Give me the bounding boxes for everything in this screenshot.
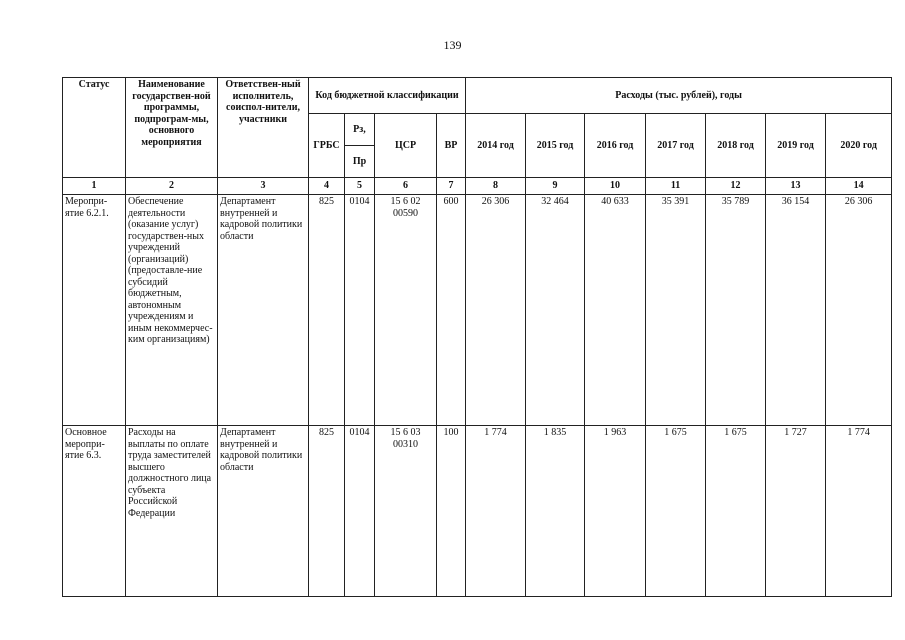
row-name: Обеспечение деятельности (оказание услуг) государствен-ных учреждений (организаций) (предоставле-ние субсидий бюджетным, автономным учреждениям и иным некоммерчес-ким организациям) bbox=[126, 195, 218, 426]
column-number: 7 bbox=[437, 178, 466, 195]
header-executor: Ответствен-ный исполнитель, соиспол-нители, участники bbox=[218, 78, 309, 178]
header-year-2015: 2015 год bbox=[526, 114, 585, 178]
header-vr: ВР bbox=[437, 114, 466, 178]
header-expenses: Расходы (тыс. рублей), годы bbox=[466, 78, 892, 114]
column-number: 8 bbox=[466, 178, 526, 195]
header-year-2019: 2019 год bbox=[766, 114, 826, 178]
column-number-row bbox=[63, 178, 892, 195]
row-value-2014: 26 306 bbox=[466, 195, 526, 426]
column-number: 5 bbox=[345, 178, 375, 195]
row-value-2014: 1 774 bbox=[466, 426, 526, 597]
row-grbs: 825 bbox=[309, 195, 345, 426]
row-value-2020: 1 774 bbox=[826, 426, 892, 597]
header-grbs: ГРБС bbox=[309, 114, 345, 178]
table-row bbox=[63, 195, 892, 426]
header-name: Наименование государствен-ной программы, подпрограм-мы, основного мероприятия bbox=[126, 78, 218, 178]
row-value-2015: 1 835 bbox=[526, 426, 585, 597]
row-value-2017: 1 675 bbox=[646, 426, 706, 597]
row-value-2020: 26 306 bbox=[826, 195, 892, 426]
header-year-2020: 2020 год bbox=[826, 114, 892, 178]
row-value-2016: 40 633 bbox=[585, 195, 646, 426]
column-number: 9 bbox=[526, 178, 585, 195]
row-value-2017: 35 391 bbox=[646, 195, 706, 426]
row-vr: 600 bbox=[437, 195, 466, 426]
row-name: Расходы на выплаты по оплате труда заместителей высшего должностного лица субъекта Российской Федерации bbox=[126, 426, 218, 597]
row-value-2018: 35 789 bbox=[706, 195, 766, 426]
column-number: 6 bbox=[375, 178, 437, 195]
header-budget-code: Код бюджетной классификации bbox=[309, 78, 466, 114]
row-value-2019: 1 727 bbox=[766, 426, 826, 597]
header-year-2017: 2017 год bbox=[646, 114, 706, 178]
header-csr: ЦСР bbox=[375, 114, 437, 178]
row-executor: Департамент внутренней и кадровой политики области bbox=[218, 426, 309, 597]
column-number: 4 bbox=[309, 178, 345, 195]
column-number: 3 bbox=[218, 178, 309, 195]
row-value-2019: 36 154 bbox=[766, 195, 826, 426]
row-rzpr: 0104 bbox=[345, 426, 375, 597]
header-year-2018: 2018 год bbox=[706, 114, 766, 178]
row-status: Основное меропри-ятие 6.3. bbox=[63, 426, 126, 597]
column-number: 10 bbox=[585, 178, 646, 195]
row-grbs: 825 bbox=[309, 426, 345, 597]
budget-table bbox=[62, 77, 892, 597]
table-row bbox=[63, 426, 892, 597]
header-pr: Пр bbox=[345, 146, 375, 178]
header-row-top bbox=[63, 78, 892, 114]
row-value-2015: 32 464 bbox=[526, 195, 585, 426]
row-status: Меропри-ятие 6.2.1. bbox=[63, 195, 126, 426]
row-rzpr: 0104 bbox=[345, 195, 375, 426]
row-executor: Департамент внутренней и кадровой политики области bbox=[218, 195, 309, 426]
header-status: Статус bbox=[63, 78, 126, 178]
column-number: 11 bbox=[646, 178, 706, 195]
row-value-2018: 1 675 bbox=[706, 426, 766, 597]
page-number: 139 bbox=[443, 38, 462, 52]
header-rz: Рз, bbox=[345, 114, 375, 146]
column-number: 14 bbox=[826, 178, 892, 195]
row-csr: 15 6 03 00310 bbox=[375, 426, 437, 597]
row-value-2016: 1 963 bbox=[585, 426, 646, 597]
header-year-2014: 2014 год bbox=[466, 114, 526, 178]
column-number: 2 bbox=[126, 178, 218, 195]
row-vr: 100 bbox=[437, 426, 466, 597]
header-year-2016: 2016 год bbox=[585, 114, 646, 178]
column-number: 12 bbox=[706, 178, 766, 195]
column-number: 1 bbox=[63, 178, 126, 195]
row-csr: 15 6 02 00590 bbox=[375, 195, 437, 426]
column-number: 13 bbox=[766, 178, 826, 195]
